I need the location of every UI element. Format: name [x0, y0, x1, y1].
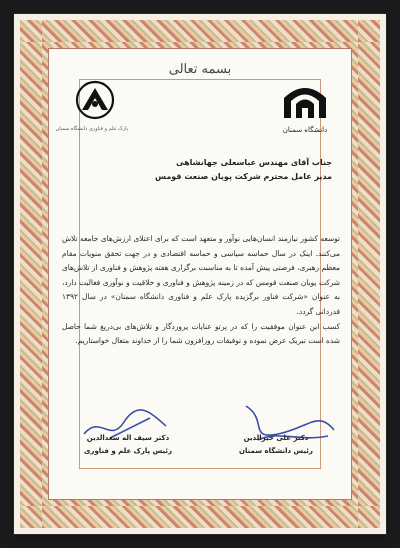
- recipient-title: مدیر عامل محترم شرکت پویان صنعت قومس: [155, 172, 332, 181]
- science-park-emblem-icon: [62, 80, 128, 120]
- university-emblem-icon: [272, 84, 338, 120]
- body-paragraph: کسب این عنوان موفقیت را که در پرتو عنایات پروردگار و تلاش‌های بی‌دریغ شما حاصل شده است تبریک عرض نموده و توفیقات روزافزون شما را از خداوند متعال خواستاریم.: [62, 321, 340, 346]
- left-signatory-name: دکتر سیف اله سعدالدین: [86, 434, 170, 442]
- left-signature-block: [68, 432, 188, 458]
- right-signature-block: [216, 432, 336, 458]
- science-park-logo: [55, 80, 128, 132]
- body-paragraph: توسعه کشور نیازمند انسان‌هایی نوآور و متعهد است که برای اعتلای ارزش‌های جامعه تلاش می‌کنند. اینک در سال حماسه سیاسی و حماسه اقتصادی و در جهت تحقق منویات مقام معظم رهبری، فرصتی پیش آمده تا به مناسبت برگزاری هفته پژوهش و فناوری از تلاش‌های شرکت پویان صنعت قومس که در زمینه پژوهش و فناوری و خلاقیت و نوآوری فعالیت دارد، به عنوان «شرکت فناور برگزیده پارک علم و فناوری دانشگاه سمنان» در سال ۱۳۹۲ قدردانی گردد.: [62, 234, 340, 316]
- bismillah-heading: بسمه تعالی: [168, 62, 232, 77]
- right-signatory-name: دکتر علی خیرالدین: [243, 434, 309, 442]
- right-signatory-title: رئیس دانشگاه سمنان: [239, 447, 313, 455]
- recipient-name: جناب آقای مهندس عباسعلی جهانشاهی: [175, 158, 332, 167]
- science-park-caption: پارک علم و فناوری دانشگاه سمنان: [55, 126, 128, 132]
- recipient-address: [102, 156, 332, 184]
- certificate-body: [62, 232, 340, 349]
- left-signatory-title: رئیس پارک علم و فناوری: [84, 447, 172, 455]
- university-logo: [272, 84, 338, 134]
- university-caption: دانشگاه سمنان: [282, 126, 328, 134]
